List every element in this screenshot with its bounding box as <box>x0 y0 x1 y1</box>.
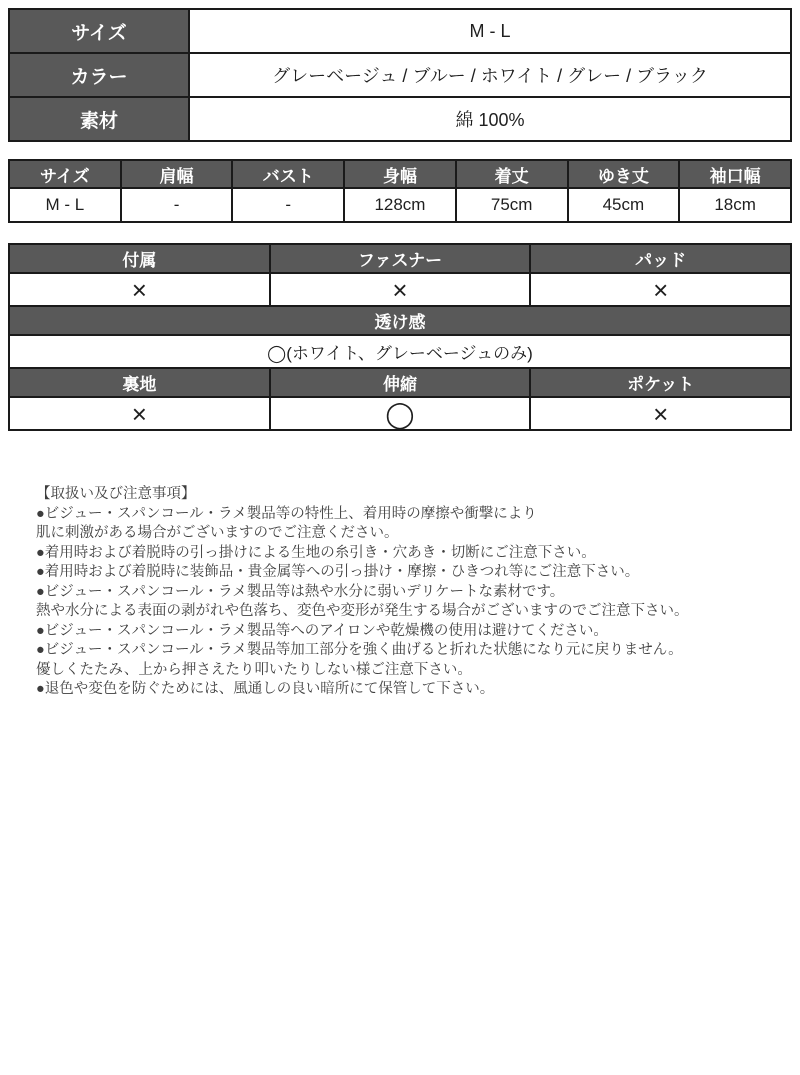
spec-label-material: 素材 <box>9 97 189 141</box>
care-note-line: 肌に刺激がある場合がございますのでご注意ください。 <box>36 525 399 541</box>
care-note-line: ●ビジュー・スパンコール・ラメ製品等の特性上、着用時の摩擦や衝撃により <box>36 505 537 522</box>
size-chart-value-bust: - <box>232 188 344 222</box>
size-chart-header-cuff: 袖口幅 <box>679 160 791 188</box>
size-chart-value-length: 75cm <box>456 188 568 222</box>
size-chart-header-yuki: ゆき丈 <box>568 160 680 188</box>
care-note-line: ●着用時および着脱時の引っ掛けによる生地の糸引き・穴あき・切断にご注意下さい。 <box>36 544 596 561</box>
size-chart-table <box>8 159 792 223</box>
care-note-line: ●退色や変色を防ぐためには、風通しの良い暗所にて保管して下さい。 <box>36 681 495 697</box>
feature-value-row-sheer <box>9 335 791 368</box>
care-note-line: 優しくたたみ、上から押さえたり叩いたりしない様ご注意下さい。 <box>36 661 472 678</box>
feature-header-pocket: ポケット <box>530 368 791 397</box>
size-chart-header-shoulder: 肩幅 <box>121 160 233 188</box>
spec-value-size: M - L <box>189 9 791 53</box>
feature-table <box>8 243 792 431</box>
care-note-line: ●着用時および着脱時に装飾品・貴金属等への引っ掛け・摩擦・ひきつれ等にご注意下さい。 <box>36 564 640 580</box>
spec-value-color: グレーベージュ / ブルー / ホワイト / グレー / ブラック <box>189 53 791 97</box>
size-chart-header-length: 着丈 <box>456 160 568 188</box>
feature-value-pocket: × <box>530 397 791 430</box>
size-chart-value-shoulder: - <box>121 188 233 222</box>
feature-value-row-2 <box>9 397 791 430</box>
feature-value-lining: × <box>9 397 270 430</box>
size-chart-header-bodywidth: 身幅 <box>344 160 456 188</box>
product-spec-table <box>8 8 792 142</box>
size-chart-value-cuff: 18cm <box>679 188 791 222</box>
size-chart-value-row <box>9 188 791 222</box>
spec-value-material: 綿 100% <box>189 97 791 141</box>
size-chart-header-bust: バスト <box>232 160 344 188</box>
feature-header-accessory: 付属 <box>9 244 270 273</box>
care-note-line: ●ビジュー・スパンコール・ラメ製品等は熱や水分に弱いデリケートな素材です。 <box>36 583 565 600</box>
feature-header-lining: 裏地 <box>9 368 270 397</box>
size-chart-header-row <box>9 160 791 188</box>
feature-value-sheerness: ◯(ホワイト、グレーベージュのみ) <box>9 335 791 368</box>
feature-value-stretch: ◯ <box>270 397 531 430</box>
feature-value-row-1 <box>9 273 791 306</box>
feature-header-stretch: 伸縮 <box>270 368 531 397</box>
feature-header-sheerness: 透け感 <box>9 306 791 335</box>
spec-label-color: カラー <box>9 53 189 97</box>
feature-header-row-2 <box>9 368 791 397</box>
feature-header-row-sheer <box>9 306 791 335</box>
size-chart-value-bodywidth: 128cm <box>344 188 456 222</box>
feature-value-accessory: × <box>9 273 270 306</box>
size-chart-header-size: サイズ <box>9 160 121 188</box>
spec-row-size <box>9 9 791 53</box>
care-note-line: ●ビジュー・スパンコール・ラメ製品等加工部分を強く曲げると折れた状態になり元に戻りません。 <box>36 642 683 658</box>
spec-row-color <box>9 53 791 97</box>
feature-header-fastener: ファスナー <box>270 244 531 273</box>
care-note-line: ●ビジュー・スパンコール・ラメ製品等へのアイロンや乾燥機の使用は避けてください。 <box>36 622 608 639</box>
spec-label-size: サイズ <box>9 9 189 53</box>
feature-header-pad: パッド <box>530 244 791 273</box>
care-notes-title: 【取扱い及び注意事項】 <box>36 486 196 502</box>
feature-value-fastener: × <box>270 273 531 306</box>
care-notes-section <box>36 485 780 700</box>
care-note-line: 熱や水分による表面の剥がれや色落ち、変色や変形が発生する場合がございますのでご注意下さい。 <box>36 603 689 619</box>
size-chart-value-size: M - L <box>9 188 121 222</box>
feature-value-pad: × <box>530 273 791 306</box>
spec-row-material <box>9 97 791 141</box>
size-chart-value-yuki: 45cm <box>568 188 680 222</box>
feature-header-row-1 <box>9 244 791 273</box>
